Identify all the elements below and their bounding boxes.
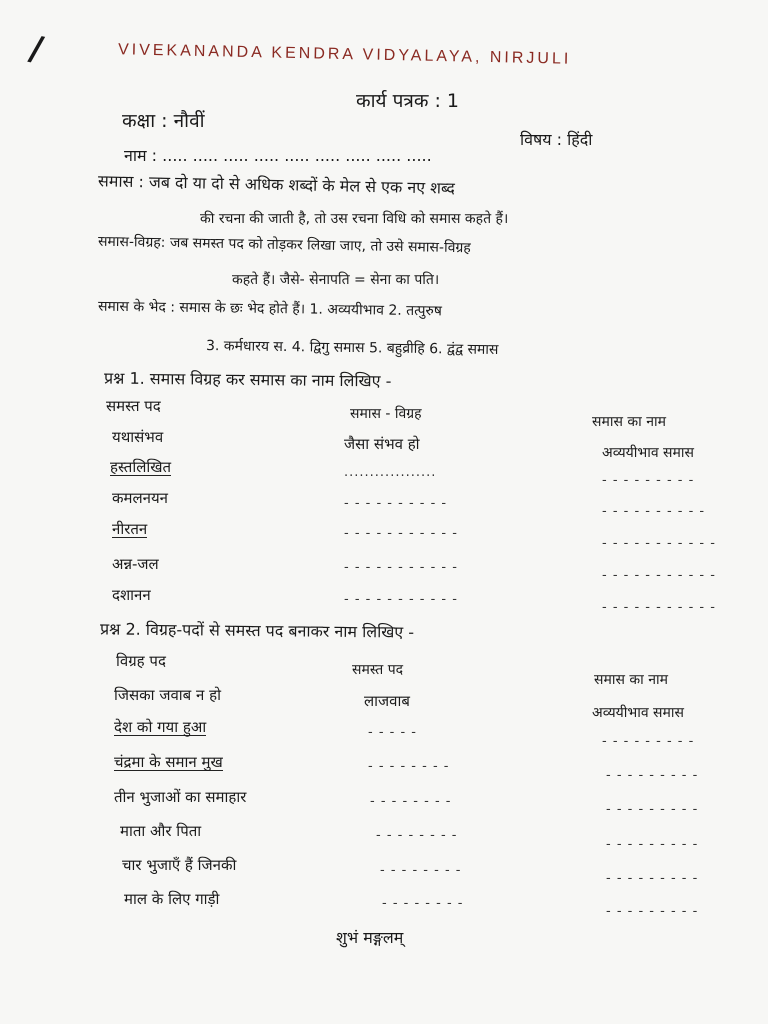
q1-name-blank: - - - - - - - - - -	[602, 504, 706, 519]
name-line: नाम : ..... ..... ..... ..... ..... ..... ..... ..... .....	[124, 146, 432, 165]
q1-header-vigrah: समास - विग्रह	[350, 406, 422, 422]
types-line-1: समास के भेद : समास के छः भेद होते हैं। 1. अव्ययीभाव 2. तत्पुरुष	[97, 298, 443, 320]
q2-word-blank: - - - - - - - -	[382, 896, 464, 911]
q1-vigrah-blank: - - - - - - - - - - -	[344, 592, 458, 607]
question-1-title: प्रश्न 1. समास विग्रह कर समास का नाम लिखिए -	[103, 368, 392, 391]
subject-line: विषय : हिंदी	[520, 130, 593, 149]
q2-name-blank: - - - - - - - - -	[606, 871, 699, 886]
q2-header-phrase: विग्रह पद	[116, 652, 166, 670]
q2-word-blank: - - - - - - - -	[376, 828, 458, 843]
q2-phrase: चार भुजाएँ हैं जिनकी	[122, 856, 237, 874]
class-line: कक्षा : नौवीं	[122, 110, 205, 132]
q2-word-blank: - - - - -	[368, 725, 417, 740]
q1-name-blank: - - - - - - - - - - -	[602, 568, 716, 583]
q1-vigrah-blank: - - - - - - - - - - -	[344, 526, 458, 541]
q2-phrase: तीन भुजाओं का समाहार	[114, 788, 247, 806]
q1-word: नीरतन	[112, 520, 148, 538]
q2-phrase: जिसका जवाब न हो	[114, 686, 221, 704]
question-2-title: प्रश्न 2. विग्रह-पदों से समस्त पद बनाकर नाम लिखिए -	[99, 619, 415, 642]
definition-line-2: की रचना की जाती है, तो उस रचना विधि को समास कहते हैं।	[200, 211, 509, 227]
q1-word: हस्तलिखित	[110, 458, 172, 476]
q2-header-word: समस्त पद	[352, 662, 404, 678]
q2-phrase: माता और पिता	[120, 822, 202, 840]
types-line-2: 3. कर्मधारय स. 4. द्विगु समास 5. बहुव्रीहि 6. द्वंद्व समास	[205, 337, 499, 359]
vigrah-line-2: कहते हैं। जैसे- सेनापति = सेना का पति।	[232, 272, 440, 288]
q1-word: अन्न-जल	[112, 555, 159, 573]
q2-name: अव्ययीभाव समास	[592, 705, 684, 721]
q2-name-blank: - - - - - - - - -	[606, 802, 699, 817]
q2-name-blank: - - - - - - - - -	[606, 768, 699, 783]
q1-vigrah-blank: - - - - - - - - - -	[344, 496, 448, 511]
q2-word: लाजवाब	[364, 692, 410, 710]
q1-word: कमलनयन	[112, 489, 169, 507]
vigrah-line-1: समास-विग्रह: जब समस्त पद को तोड़कर लिखा जाए, तो उसे समास-विग्रह	[97, 233, 471, 257]
q1-name: अव्ययीभाव समास	[602, 445, 694, 461]
q1-word: दशानन	[112, 586, 151, 604]
q1-vigrah: जैसा संभव हो	[344, 435, 420, 453]
q2-name-blank: - - - - - - - - -	[606, 904, 699, 919]
sheet-title: कार्य पत्रक : 1	[356, 90, 460, 112]
q2-phrase: माल के लिए गाड़ी	[124, 890, 220, 908]
closing-blessing: शुभं मङ्गलम्	[336, 928, 404, 947]
q1-word: यथासंभव	[112, 428, 164, 446]
q1-name-blank: - - - - - - - - - - -	[602, 536, 716, 551]
q1-name-blank: - - - - - - - - -	[602, 473, 695, 488]
page-mark: /	[25, 28, 47, 70]
school-name: VIVEKANANDA KENDRA VIDYALAYA, NIRJULI	[117, 41, 572, 68]
q2-name-blank: - - - - - - - - -	[606, 837, 699, 852]
definition-line-1: समास : जब दो या दो से अधिक शब्दों के मेल से एक नए शब्द	[97, 171, 456, 198]
q2-word-blank: - - - - - - - -	[380, 863, 462, 878]
q1-vigrah-blank: - - - - - - - - - - -	[344, 560, 458, 575]
q2-phrase: देश को गया हुआ	[114, 718, 207, 736]
q2-header-name: समास का नाम	[594, 672, 668, 688]
q2-name-blank: - - - - - - - - -	[602, 734, 695, 749]
q1-name-blank: - - - - - - - - - - -	[602, 600, 716, 615]
q2-phrase: चंद्रमा के समान मुख	[114, 753, 223, 771]
q2-word-blank: - - - - - - - -	[370, 794, 452, 809]
q1-header-name: समास का नाम	[592, 414, 666, 430]
q1-header-word: समस्त पद	[106, 397, 161, 415]
q2-word-blank: - - - - - - - -	[368, 759, 450, 774]
q1-vigrah-blank: ..................	[344, 465, 437, 480]
